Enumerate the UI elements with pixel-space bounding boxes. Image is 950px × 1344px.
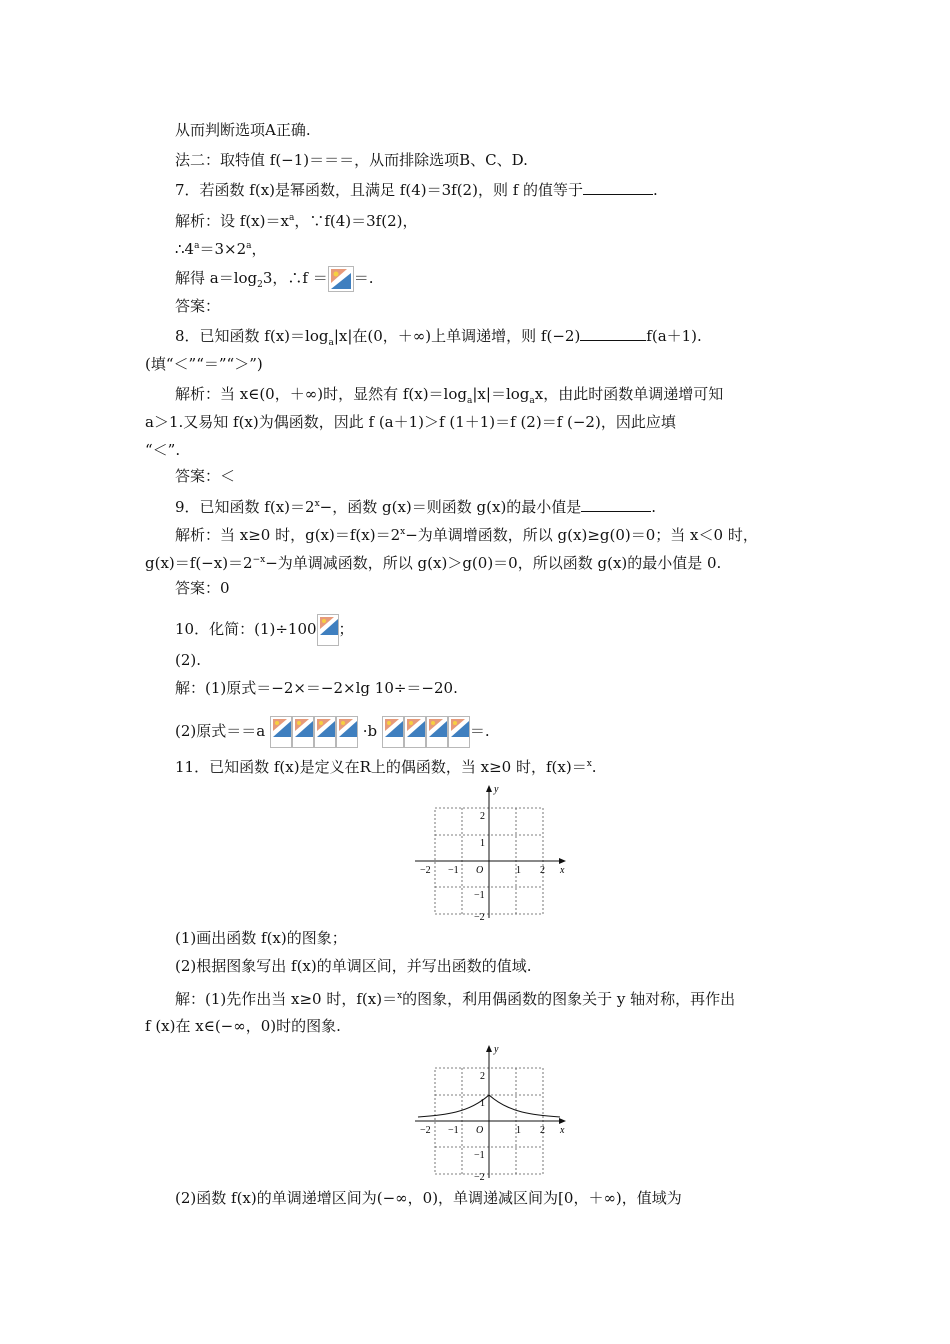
origin-label: O [476, 1125, 484, 1136]
x-axis-label: x [560, 865, 565, 876]
text-line: 解得 $a=\log_23$，∴f ＝ ＝. [175, 266, 374, 295]
text-line: 从而判断选项A正确. [175, 121, 311, 139]
tick-label: −2 [420, 1125, 431, 1136]
tick-label: −2 [474, 1172, 485, 1180]
text-line: f (x)在 x∈(−∞，0)时的图象. [145, 1017, 341, 1035]
broken-image-icon [382, 716, 404, 748]
text-line: 解析：当 x≥0 时，$g(x)=f(x)=2^x-$为单调增函数，所以 g(x)≥g(0)＝0；当 x＜0 时， [175, 526, 758, 544]
problem-9: 9．已知函数 $f(x)=2^x-$，函数 g(x)＝则函数 g(x)的最小值是 . [175, 498, 657, 516]
broken-image-icon [317, 614, 339, 646]
text-line: 答案：＜ [175, 467, 236, 485]
text-line: “＜”. [145, 441, 181, 459]
tick-label: 2 [540, 1125, 545, 1136]
tick-label: −2 [474, 912, 485, 920]
tick-label: −1 [448, 865, 459, 876]
tick-label: 1 [480, 838, 485, 849]
broken-image-icon [336, 716, 358, 748]
text-line: (2)原式＝＝a ·b ＝. [175, 716, 490, 748]
tick-label: 2 [540, 865, 545, 876]
answer-blank [581, 497, 651, 512]
tick-label: −1 [474, 890, 485, 901]
y-axis-label: y [494, 784, 499, 795]
problem-7: 7．若函数 f(x)是幂函数，且满足 f(4)＝3f(2)，则 f 的值等于 . [175, 181, 658, 199]
tick-label: 2 [480, 1071, 485, 1082]
text-line: (填“＜”“＝”“＞”) [145, 355, 263, 373]
text-line: 答案：0 [175, 579, 230, 597]
answer-blank [580, 326, 646, 341]
broken-image-icon [426, 716, 448, 748]
broken-image-icon [448, 716, 470, 748]
tick-label: 2 [480, 811, 485, 822]
tick-label: 1 [516, 1125, 521, 1136]
text-line: a＞1.又易知 f(x)为偶函数，因此 f (a＋1)＞f (1＋1)＝f (2)＝f (−2)，因此应填 [145, 413, 676, 431]
text-line: (1)画出函数 f(x)的图象； [175, 929, 347, 947]
curve-right [489, 1095, 560, 1117]
answer-blank [583, 180, 653, 195]
y-axis-label: y [494, 1044, 499, 1055]
tick-label: 1 [516, 865, 521, 876]
text-line: 法二：取特值 f(−1)＝＝＝，从而排除选项B、C、D. [175, 151, 528, 169]
broken-image-icon [404, 716, 426, 748]
broken-image-icon [314, 716, 336, 748]
text-line: $\therefore 4^a=3\times 2^a$， [175, 240, 267, 258]
broken-image-icon [292, 716, 314, 748]
text-line: (2). [175, 651, 202, 669]
x-axis-label: x [560, 1125, 565, 1136]
text-line: 解析：设 $f(x)=x^a$，∵f(4)＝3f(2)， [175, 212, 418, 230]
broken-image-icon [270, 716, 292, 748]
text-line: $g(x)=f(-x)=2^{-x}-$为单调减函数，所以 g(x)＞g(0)＝0，所以函数 g(x)的最小值是 0. [145, 554, 722, 572]
text-line: 答案： [175, 297, 221, 315]
text-line: 解：(1)先作出当 x≥0 时，f(x)＝$^x$的图象，利用偶函数的图象关于 y 轴对称，再作出 [175, 990, 736, 1008]
text-line: 解析：当 x∈(0，＋∞)时，显然有 $f(x)=\log_a|x|=\log_ax$，由此时函数单调递增可知 [175, 385, 724, 406]
curve-left [418, 1095, 489, 1117]
coordinate-grid [410, 780, 570, 920]
problem-8: 8．已知函数 $f(x)=\log_a|x|$在(0，＋∞)上单调递增，则 f(−2) f(a＋1). [175, 327, 702, 348]
origin-label: O [476, 865, 484, 876]
function-graph [410, 1040, 570, 1180]
tick-label: −2 [420, 865, 431, 876]
tick-label: 1 [480, 1098, 485, 1109]
tick-label: −1 [448, 1125, 459, 1136]
problem-11: 11．已知函数 f(x)是定义在R上的偶函数，当 x≥0 时，f(x)＝$^x$. [175, 758, 597, 776]
text-line: (2)函数 f(x)的单调递增区间为(−∞，0)，单调递减区间为[0，＋∞)，值域为 [175, 1189, 682, 1207]
text-line: (2)根据图象写出 f(x)的单调区间，并写出函数的值域. [175, 957, 532, 975]
problem-10: 10．化简：(1)÷100 ； [175, 614, 354, 646]
tick-label: −1 [474, 1150, 485, 1161]
text-line: 解：(1)原式＝−2×＝−2×lg 10÷＝−20. [175, 679, 458, 697]
broken-image-icon [328, 266, 354, 292]
